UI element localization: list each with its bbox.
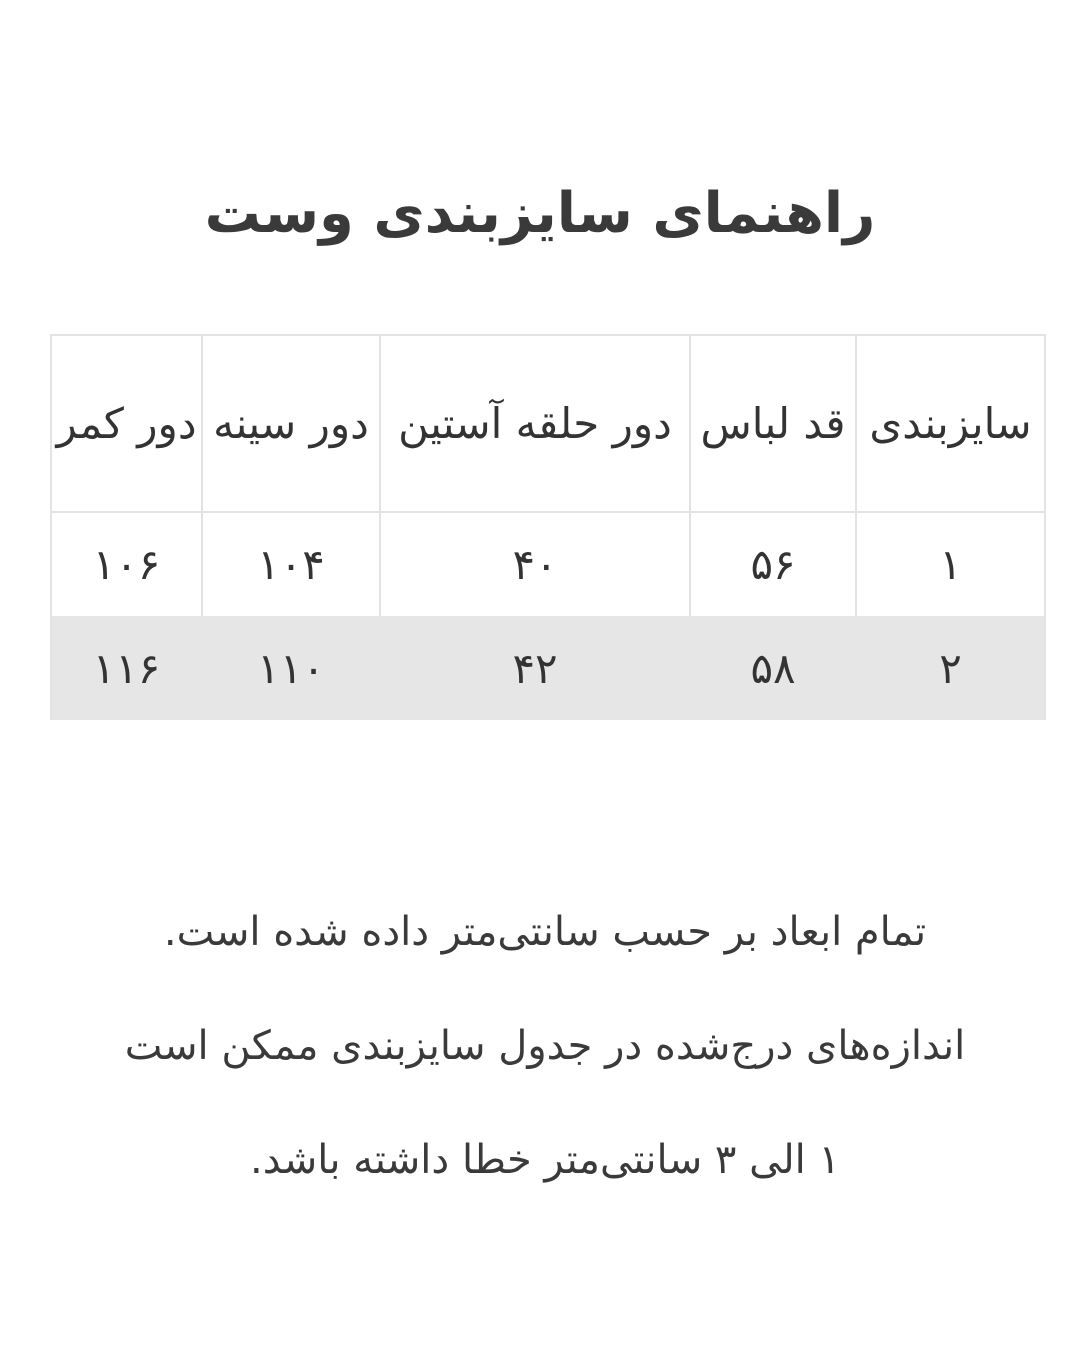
size-table-container: [50, 334, 1046, 720]
cell-size: ۱: [856, 512, 1044, 616]
cell-armhole: ۴۲: [380, 616, 690, 720]
header-garment-length: قد لباس: [690, 336, 856, 512]
cell-armhole: ۴۰: [380, 512, 690, 616]
table-row: [52, 616, 1044, 720]
cell-waist: ۱۰۶: [92, 540, 161, 589]
cell-chest: ۱۱۰: [202, 616, 380, 720]
note-tolerance-line-2: ۱ الی ۳ سانتی‌متر خطا داشته باشد.: [250, 1137, 840, 1183]
note-tolerance-line-1: اندازه‌های درج‌شده در جدول سایزبندی ممکن است: [124, 1023, 966, 1069]
cell-garment-length: ۵۶: [690, 512, 856, 616]
size-table: [52, 336, 1044, 720]
header-size: سایزبندی: [856, 336, 1044, 512]
header-chest: دور سینه: [202, 336, 380, 512]
cell-size: ۲: [856, 616, 1044, 720]
header-waist: دور کمر: [52, 336, 202, 512]
header-armhole: دور حلقه آستین: [380, 336, 690, 512]
table-row: [52, 512, 1044, 616]
cell-waist: ۱۱۶: [52, 616, 202, 720]
cell-garment-length: ۵۸: [690, 616, 856, 720]
cell-chest: ۱۰۴: [202, 512, 380, 616]
table-header-row: [52, 336, 1044, 512]
note-units: تمام ابعاد بر حسب سانتی‌متر داده شده است.: [163, 909, 927, 955]
page-title: راهنمای سایزبندی وست: [204, 181, 876, 246]
